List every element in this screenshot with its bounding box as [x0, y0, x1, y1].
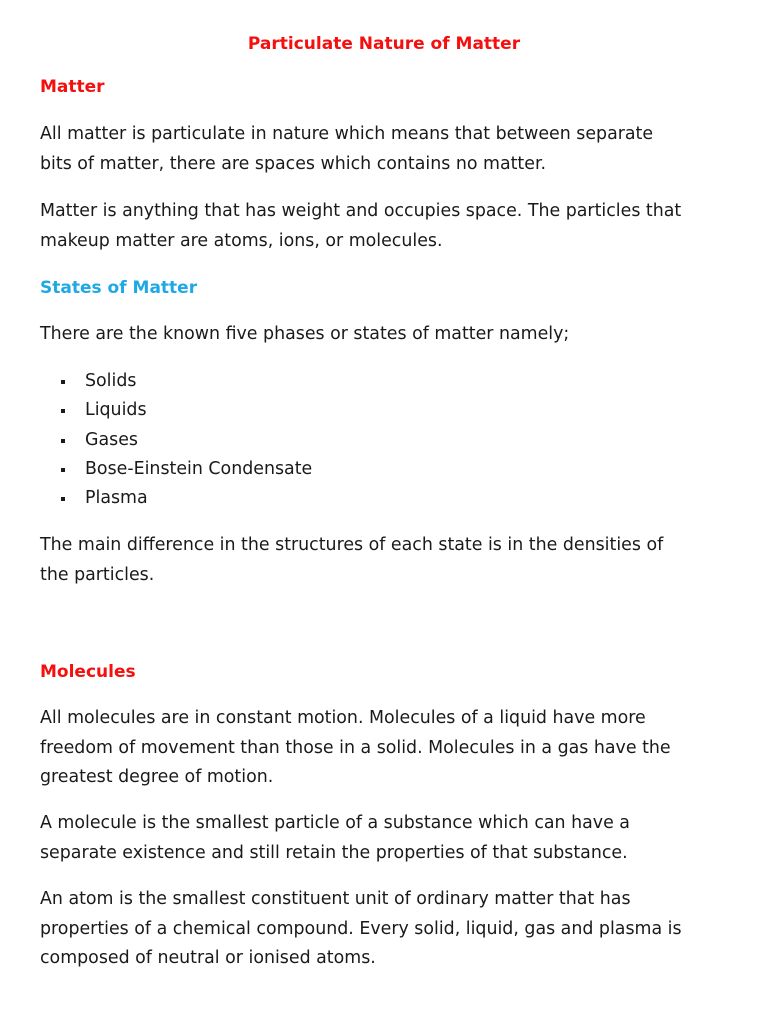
molecules-p2-line2: separate existence and still retain the properties of that substance.	[40, 842, 628, 863]
molecules-p3-line2: properties of a chemical compound. Every solid, liquid, gas and plasma is	[40, 918, 682, 939]
molecules-p2-line1: A molecule is the smallest particle of a substance which can have a	[40, 813, 630, 833]
molecules-paragraph-3	[40, 885, 740, 974]
list-item	[40, 455, 312, 484]
molecules-p1-line1: All molecules are in constant motion. Molecules of a liquid have more	[40, 708, 646, 728]
list-item	[40, 426, 312, 455]
bullet-icon	[61, 468, 65, 472]
molecules-p3-line1: An atom is the smallest constituent unit of ordinary matter that has	[40, 889, 631, 909]
states-intro: There are the known five phases or states of matter namely;	[40, 324, 570, 344]
molecules-p1-line2: freedom of movement than those in a solid. Molecules in a gas have the	[40, 737, 671, 758]
bullet-icon	[61, 380, 65, 384]
matter-paragraph-2	[40, 197, 740, 256]
list-item-label: Bose-Einstein Condensate	[85, 458, 313, 479]
molecules-paragraph-1	[40, 704, 740, 793]
list-item-label: Plasma	[85, 488, 148, 509]
molecules-p3-line3: composed of neutral or ionised atoms.	[40, 948, 376, 968]
bullet-icon	[61, 409, 65, 413]
states-outro-line1: The main difference in the structures of each state is in the densities of	[40, 535, 664, 555]
heading-matter: Matter	[40, 77, 105, 97]
list-item-label: Liquids	[85, 400, 147, 421]
heading-states-of-matter: States of Matter	[40, 278, 198, 298]
list-item	[40, 367, 312, 396]
molecules-paragraph-2	[40, 809, 740, 868]
list-item-label: Solids	[85, 371, 137, 391]
matter-p1-line2: bits of matter, there are spaces which contains no matter.	[40, 153, 547, 174]
matter-p1-line1: All matter is particulate in nature which means that between separate	[40, 124, 654, 144]
page-title: Particulate Nature of Matter	[247, 34, 521, 54]
list-item-label: Gases	[85, 429, 138, 450]
bullet-icon	[61, 497, 65, 501]
matter-p2-line2: makeup matter are atoms, ions, or molecules.	[40, 230, 443, 251]
states-list	[40, 367, 312, 513]
bullet-icon	[61, 439, 65, 443]
states-outro	[40, 531, 740, 590]
list-item	[40, 396, 312, 425]
states-outro-line2: the particles.	[40, 564, 155, 585]
molecules-p1-line3: greatest degree of motion.	[40, 767, 274, 787]
matter-paragraph-1	[40, 120, 740, 179]
heading-molecules: Molecules	[40, 662, 136, 682]
list-item	[40, 484, 312, 513]
matter-p2-line1: Matter is anything that has weight and occupies space. The particles that	[40, 201, 682, 221]
